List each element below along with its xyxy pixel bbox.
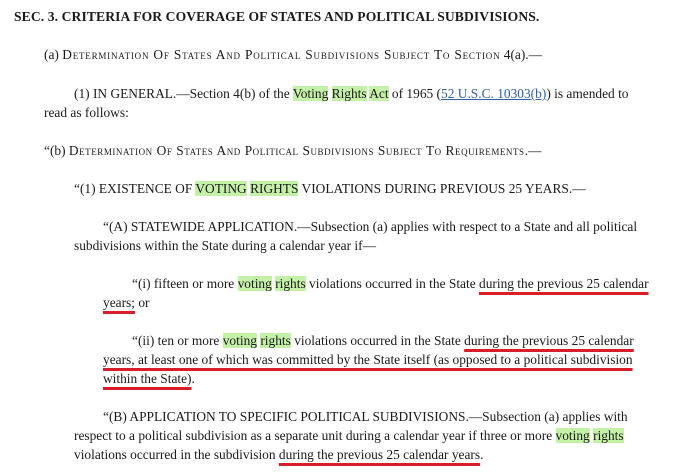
subparagraph-A-line-2: subdivisions within the State during a calendar year if— (74, 238, 376, 253)
highlight-voting: voting (222, 333, 257, 348)
clause-i-tail: or (134, 295, 150, 310)
subparagraph-A-line-1: “(A) STATEWIDE APPLICATION.—Subsection (a) applies with respect to a State and all political (103, 219, 638, 234)
underlined-phrase: during the previous 25 calendar years (278, 447, 481, 462)
clause-ii-line-1 (132, 332, 634, 350)
clause-ii-mid: violations occurred in the State (290, 333, 465, 348)
highlight-rights: rights (593, 428, 624, 443)
paragraph-1-mid: of 1965 ( (388, 86, 442, 101)
underlined-phrase: within the State) (103, 371, 192, 386)
underlined-phrase: during the previous 25 calendar (479, 276, 649, 291)
section-heading: SEC. 3. CRITERIA FOR COVERAGE OF STATES AND POLITICAL SUBDIVISIONS. (14, 9, 540, 24)
subsection-a-label: (a) (44, 47, 63, 62)
subparagraph-B-line-1: “(B) APPLICATION TO SPECIFIC POLITICAL SUBDIVISIONS.—Subsection (a) applies with (103, 409, 628, 424)
paragraph-1-line-1 (74, 85, 629, 103)
clause-i-prefix: “(i) fifteen or more (132, 276, 238, 291)
underlined-phrase: years; (103, 295, 135, 310)
subsection-b-title: Determination Of States And Political Subdivisions Subject To Requirements (68, 143, 525, 158)
highlight-rights: rights (275, 276, 306, 291)
subsection-a-heading (44, 46, 542, 64)
subparagraph-B-tail: . (480, 447, 484, 462)
subsection-a-tail: 4(a).— (500, 47, 543, 62)
subsection-b-label: “(b) (44, 143, 69, 158)
paragraph-b1-prefix: “(1) EXISTENCE OF (74, 181, 196, 196)
citation-link[interactable]: 52 U.S.C. 10303(b) (441, 86, 547, 101)
clause-ii-tail: . (191, 371, 195, 386)
clause-ii-prefix: “(ii) ten or more (132, 333, 223, 348)
subsection-b-heading (44, 142, 541, 160)
clause-i-line-2 (103, 294, 150, 312)
subparagraph-B-line-2 (74, 427, 624, 445)
subparagraph-B-line-2-prefix: respect to a political subdivision as a separate unit during a calendar year if three or more (74, 428, 556, 443)
paragraph-1-prefix: (1) IN GENERAL.—Section 4(b) of the (74, 86, 293, 101)
paragraph-b1-heading (74, 180, 586, 198)
highlight-rights: rights (260, 333, 291, 348)
paragraph-1-suffix: ) is amended to (546, 86, 629, 101)
highlight-rights-caps: RIGHTS (250, 181, 299, 196)
clause-ii-line-2 (103, 351, 633, 369)
subparagraph-B-line-3-prefix: violations occurred in the subdivision (74, 447, 279, 462)
underlined-phrase: years, at least one of which was committed by the State itself (as opposed to a political subdivision (103, 352, 633, 367)
highlight-act: Act (369, 86, 389, 101)
highlight-voting: Voting (292, 86, 329, 101)
subsection-b-tail: .— (524, 143, 542, 158)
clause-ii-line-3 (103, 370, 195, 388)
paragraph-b1-suffix: VIOLATIONS DURING PREVIOUS 25 YEARS.— (298, 181, 586, 196)
highlight-rights: Rights (331, 86, 367, 101)
highlight-voting: voting (237, 276, 272, 291)
paragraph-1-line-2: read as follows: (44, 105, 129, 120)
clause-i-mid: violations occurred in the State (305, 276, 479, 291)
clause-i-line-1 (132, 275, 649, 293)
highlight-voting-caps: VOTING (195, 181, 247, 196)
subparagraph-B-line-3 (74, 446, 483, 464)
underlined-phrase: during the previous 25 calendar (464, 333, 634, 348)
subsection-a-title: Determination Of States And Political Subdivisions Subject To Section (62, 47, 501, 62)
highlight-voting: voting (555, 428, 590, 443)
